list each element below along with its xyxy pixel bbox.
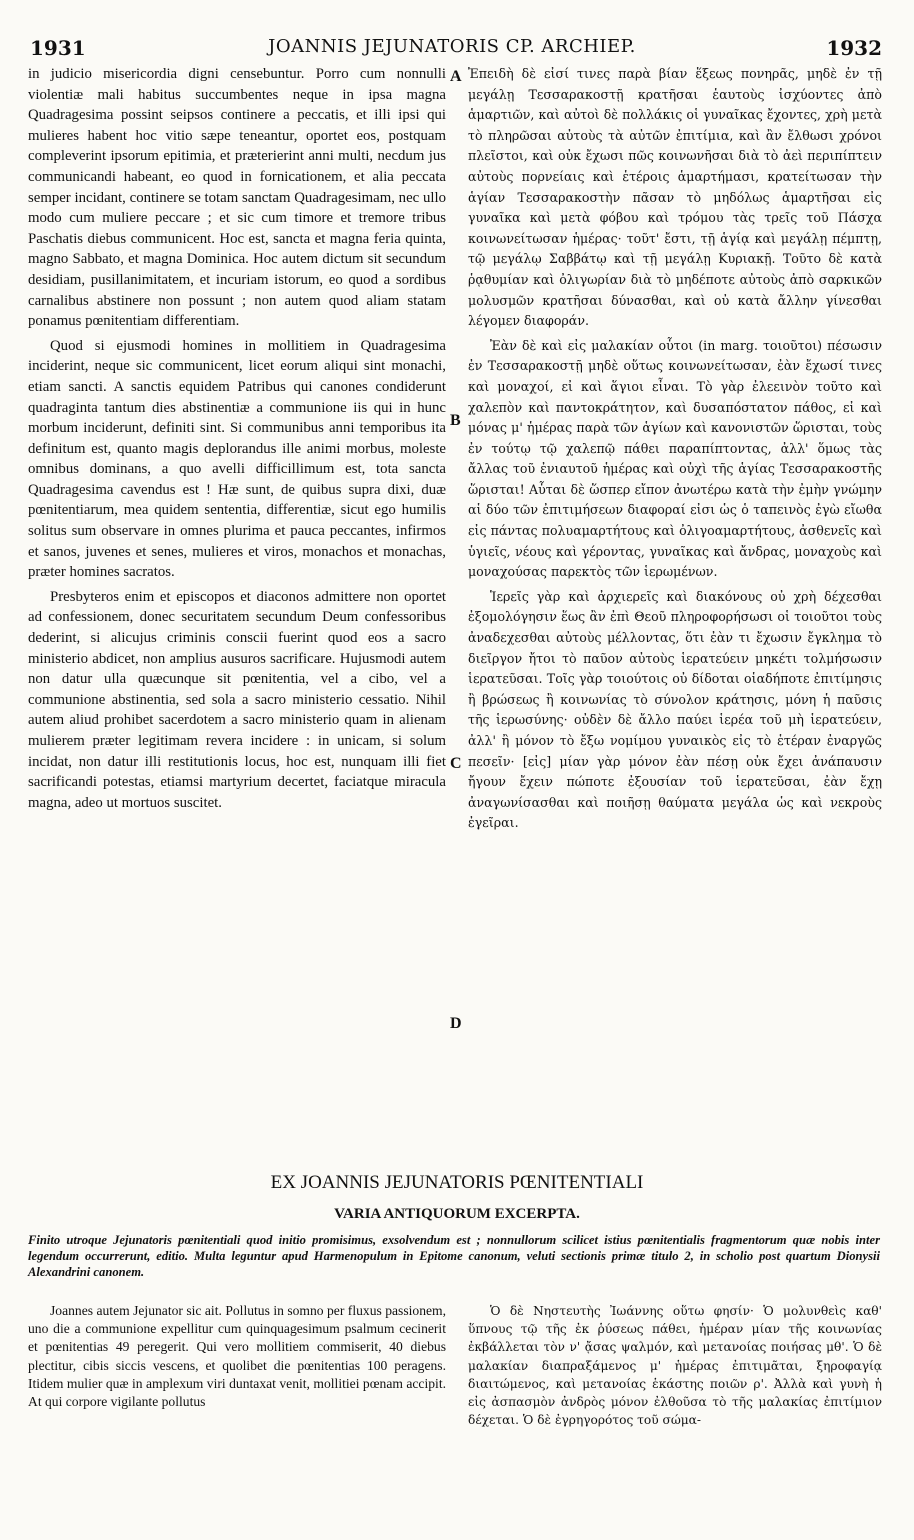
lower-greek-column xyxy=(468,1302,882,1429)
latin-paragraph: Joannes autem Jejunator sic ait. Pollutus in somno per fluxus passionem, uno die a communione expellitur cum quinquagesimum psalmum cecinerit et pœnitentias 49 peregerit. Qui vero mollitiem commiserit, 40 diebus plectitur, cibis siccis vescens, et quolibet die pœnitentias 100 peragens. Itidem mulier quæ in amplexum viri duntaxat venit, mollitiei pœnam accipit. At qui corpore vigilante pollutus xyxy=(28,1303,446,1410)
greek-paragraph: Ἐπειδὴ δὲ εἰσί τινες παρὰ βίαν ἕξεως πονηρᾶς, μηδὲ ἐν τῇ μεγάλῃ Τεσσαρακοστῇ κρατῆσαι ἑαυτοὺς ἰσχύοντες ἀπὸ ἁμαρτιῶν, καὶ αὐτοὶ δὲ πολλάκις οἱ γυναῖκας ἔχοντες, χρὴ μετὰ τὸ πληρῶσαι αὐτοὺς τὰ αὐτῶν ἐπιτίμια, καὶ ἂν ἔλθωσι χρόνοι πλεῖστοι, καὶ οὐκ ἔχωσι πῶς κοινωνῆσαι διὰ τὸ ἀεὶ περιπίπτειν αὐτοὺς πορνείαις καὶ ἑτέροις ἁμαρτήμασι, κρατείτωσαν τὴν ἁγίαν Τεσσαρακοστὴν πᾶσαν τὸ μηδόλως ἁμαρτῆσαι εἰς γυναῖκα καὶ μετὰ φόβου καὶ τρόμου τὰς τρεῖς τοῦ Πάσχα κοινωνείτωσαν ἡμέρας· τοῦτ' ἔστι, τῇ ἁγίᾳ καὶ μεγάλῃ πέμπτῃ, τῷ μεγάλῳ Σαββάτῳ καὶ τῇ μεγάλῃ Κυριακῇ. Τοῦτο δὲ κατὰ ῥᾳθυμίαν καὶ ὀλιγωρίαν διὰ τὸ μηδέποτε αὐτοὺς ἀπὸ σαρκικῶν μολυσμῶν κρατῆσαι δύνασθαι, καὶ οὐ κατὰ ἄλλην γίνεσθαι λέγομεν διαφοράν. xyxy=(468,66,882,329)
running-title: JOANNIS JEJUNATORIS CP. ARCHIEP. xyxy=(268,36,636,57)
lower-latin-column xyxy=(28,1302,446,1411)
greek-column xyxy=(468,64,882,834)
column-marker-b: B xyxy=(450,412,461,429)
latin-paragraph: Presbyteros enim et episcopos et diaconos admittere non oportet ad confessionem, donec securitatem secundum Deum confessoribus dederint, si alicujus criminis conscii fuerint quod eos a sacro ministerio abdicet, non amplius ausuros sacrificare. Hujusmodi autem non datur ulla quæcunque sit pœnitentia, vel a cibo, vel a communione abstinentia, sed sola a sacro ministerio cessatio. Nihil autem aliud prohibet sacerdotem a sacro ministerio quam in alienam mulierem præter legitimam revera incidere : in unicam, si solum incidat, non datur illi restitutionis locus, hoc est, nunquam illi fiet sacrificandi potestas, etiamsi martyrium decertet, faciatque miracula magna, adeo ut mortuos suscitet. xyxy=(28,588,446,811)
section-title: EX JOANNIS JEJUNATORIS PŒNITENTIALI xyxy=(270,1172,644,1193)
page-number-right: 1932 xyxy=(826,36,882,60)
column-marker-d: D xyxy=(450,1015,462,1032)
column-marker-c: C xyxy=(450,755,462,772)
column-marker-a: A xyxy=(450,68,462,85)
section-subtitle: VARIA ANTIQUORUM EXCERPTA. xyxy=(334,1206,580,1222)
page-number-left: 1931 xyxy=(30,36,86,60)
page-header xyxy=(22,36,882,62)
latin-paragraph: Quod si ejusmodi homines in mollitiem in Quadragesima inciderint, neque sic communicent, licet eorum aliqui sint monachi, etiam sancti. A sanctis equidem Patribus qui canones condiderunt quadraginta tantum dies abstinentiæ a communione iis qui in hunc morbum inciderunt, definiti sint. Si communibus anni temporibus ita definitum est, quanto magis deplorandus ille animi morbus, moleste omnibus dominans, a quo avelli difficillimum est, tota sancta Quadragesima cavendus est ! Hæ sunt, de quibus supra dixi, duæ pœnitentiarum, mea quidem sententia, differentiæ, sicut ego humilis solitus sum observare in omnes plurima et pauca peccantes, infirmos et sanos, juvenes et senes, mulieres et viros, monachos et monachas, præter homines sacratos. xyxy=(28,337,446,581)
greek-paragraph: Ἐὰν δὲ καὶ εἰς μαλακίαν οὗτοι (in marg. τοιοῦτοι) πέσωσιν ἐν Τεσσαρακοστῇ μηδὲ οὕτως κοινωνείτωσαν, ἐὰν ἔχωσί τινες καὶ μοναχοί, εἰ καὶ ἅγιοι εἶναι. Τὸ γὰρ ἐλεεινὸν τοῦτο καὶ χαλεπὸν καὶ παντοκράτητον, καὶ δυσαπόστατον πάθος, εἰ καὶ μόνας μ' ἡμέρας παρὰ τῶν ἁγίων καὶ κανονιστῶν ὥρισται, τοὺς ἐν τούτῳ τῷ χαλεπῷ πάθει παραπίπτοντας, ἀλλ' ὅμως τὰς ἄλλας τοῦ ἐνιαυτοῦ ἡμέρας καὶ οὐχὶ τῆς ἁγίας Τεσσαρακοστῆς ὥρισται! Αὗται δὲ ὥσπερ εἴπον ἀνωτέρω κατὰ τὴν ἐμὴν γνώμην αἱ δύο τῶν ἐπιτιμήσεων διαφοραί εἰσι ὡς ὁ ταπεινὸς ἐγὼ εἴωθα εἰς πάντας πολυαμαρτήτους καὶ ὀλιγοαμαρτήτους, ἀσθενεῖς καὶ ὑγιεῖς, νέους καὶ γέροντας, γυναῖκας καὶ ἄνδρας, μοναχοὺς καὶ μοναχούσας παρεκτὸς τῶν ἱερωμένων. xyxy=(468,337,882,580)
latin-column xyxy=(28,64,446,813)
section-intro: Finito utroque Jejunatoris pœnitentiali quod initio promisimus, exsolvendum est ; nonnullorum scilicet istius pœnitentialis fragmentorum quæ nobis inter legendum occurrerunt, editio. Multa leguntur apud Harmenopulum in Epitome canonum, veluti sectionis primæ titulo 2, in scholio post quartum Dionysii Alexandrini canonem. xyxy=(28,1233,880,1279)
greek-paragraph: Ἱερεῖς γὰρ καὶ ἀρχιερεῖς καὶ διακόνους οὐ χρὴ δέχεσθαι ἐξομολόγησιν ἕως ἂν ἐπὶ Θεοῦ πληροφορήσωσι οἱ τοιοῦτοι τοὺς ἀναδεχεσθαι αὐτοὺς μέλλοντας, ὅτι ἐὰν τι ἔχωσιν ἔγκλημα τὸ διεῖργον ἤτοι τὸ παῦον αὐτοὺς ἱερατεύειν μηκέτι τολμήσωσιν ἱερατεῦσαι. Τοῖς γὰρ τοιούτοις οὐ δίδοται οἱαδήποτε ἐπιτίμησις ἢ βρώσεως ἢ κοινωνίας τὸ σύνολον κράτησις, μόνη ἡ παῦσις τῆς ἱερωσύνης· οὐδὲν δὲ ἄλλο παύει ἱερέα τοῦ μὴ ἱερατεύειν, ἀλλ' ἢ μόνον τὸ ἔξω νομίμου γυναικὸς εἰς τὸ ἑτέραν ἐναργῶς πεσεῖν· [εἰς] μίαν γὰρ μόνον ἐὰν πέσῃ οὐκ ἔχει ἀνάπαυσιν ἤγουν ἔχειν πώποτε ἐξουσίαν τοῦ ἱερατεῦσαι, ἐὰν ἔχῃ ἀναγωνίσασθαι καὶ ποιῆσῃ θαύματα μεγάλα ὡς καὶ νεκροὺς ἐγεῖραι. xyxy=(468,588,882,831)
greek-paragraph: Ὁ δὲ Νηστευτὴς Ἰωάννης οὕτω φησίν· Ὁ μολυνθεὶς καθ' ὕπνους τῷ τῆς ἐκ ῥύσεως πάθει, ἡμέραν μίαν τῆς κοινωνίας ἐκβάλλεται τὸν ν' ᾄσας ψαλμόν, καὶ μετανοίας ποιήσας μθ'. Ὁ δὲ μαλακίαν διαπραξάμενος μ' ἡμέρας ἐπιτιμᾶται, ξηροφαγίᾳ διαιτώμενος, καὶ μετανοίας ἑκάστης ποιῶν ρ'. Ἀλλὰ καὶ γυνὴ ἡ εἰς ἀσπασμὸν ἀνδρὸς μόνον ἐλθοῦσα τὸ τῆς μαλακίας ἐπιτίμιον δέχεται. Ὁ δὲ ἐγρηγορότος τοῦ σώμα- xyxy=(468,1304,882,1428)
latin-paragraph: in judicio misericordia digni censebuntur. Porro cum nonnulli violentiæ mali habitus succumbentes neque in ipsa magna Quadragesima possint seipsos continere a peccatis, et illi ipsi qui mulieres habent hoc vitio sæpe teneantur, oportet eos, postquam compleverint ipsorum epitimia, et præterierint anni multi, necdum jus communicandi habeant, eo quod in fornicationem, et alia peccata semper incidant, continere se totam sanctam Quadragesimam, nec ullo modo cum muliere peccare ; et sic cum timore et tremore tribus Paschatis diebus communicent. Hoc est, sancta et magna feria quinta, magno Sabbato, et magna Dominica. Hoc autem dictum sit secundum desidiam, pusillanimitatem, et incuriam istorum, eo quod a sordibus carnalibus abstinere non possunt ; non autem quod aliam statam ponamus pœnitentiam differentiam. xyxy=(28,66,446,330)
